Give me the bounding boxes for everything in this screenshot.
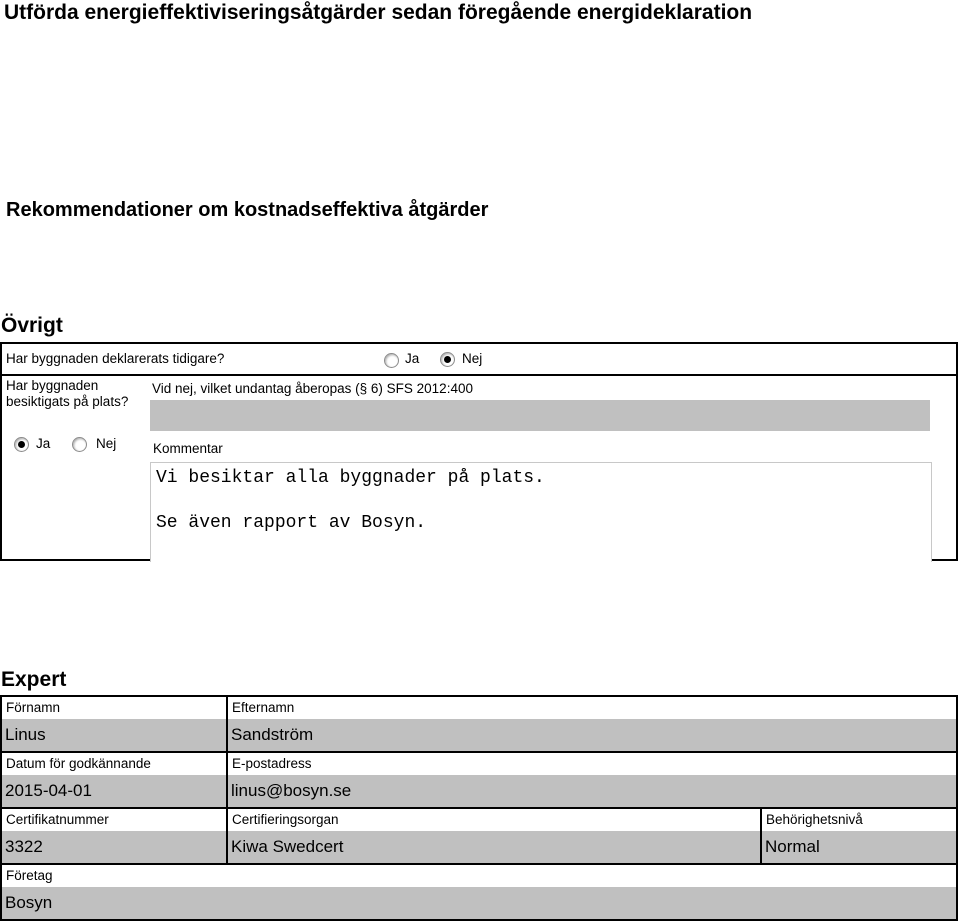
- declared-before-no-radio[interactable]: [440, 352, 455, 367]
- cert-body-cell: [226, 807, 762, 863]
- company-label: Företag: [6, 868, 53, 883]
- heading-other: Övrigt: [1, 314, 63, 337]
- inspected-question-line2: besiktigats på plats?: [6, 394, 129, 409]
- cert-body-field[interactable]: Kiwa Swedcert: [228, 831, 760, 863]
- heading-measures: Utförda energieffektiviseringsåtgärder sedan föregående energideklaration: [4, 1, 753, 24]
- email-field[interactable]: linus@bosyn.se: [228, 775, 956, 807]
- inspected-yes-label: Ja: [36, 436, 51, 451]
- exception-label: Vid nej, vilket undantag åberopas (§ 6) SFS 2012:400: [152, 381, 473, 396]
- comment-field[interactable]: [150, 462, 932, 562]
- last-name-cell: [226, 695, 958, 751]
- inspected-no-label: Nej: [96, 436, 117, 451]
- competence-field[interactable]: Normal: [762, 831, 956, 863]
- company-cell: [0, 863, 958, 921]
- declared-before-yes-radio[interactable]: [384, 353, 399, 368]
- approval-date-cell: [0, 751, 228, 807]
- declared-before-yes-label: Ja: [405, 351, 420, 366]
- declared-before-question: Har byggnaden deklarerats tidigare?: [6, 351, 225, 366]
- company-field[interactable]: Bosyn: [2, 887, 956, 919]
- approval-date-field[interactable]: 2015-04-01: [2, 775, 226, 807]
- competence-label: Behörighetsnivå: [766, 812, 863, 827]
- heading-recommendations: Rekommendationer om kostnadseffektiva åtgärder: [6, 199, 489, 221]
- email-cell: [226, 751, 958, 807]
- last-name-field[interactable]: Sandström: [228, 719, 956, 751]
- last-name-label: Efternamn: [232, 700, 295, 715]
- inspected-question-line1: Har byggnaden: [6, 378, 99, 393]
- competence-cell: [760, 807, 958, 863]
- comment-line-1: Vi besiktar alla byggnader på plats.: [156, 468, 545, 488]
- inspected-yes-radio[interactable]: [14, 437, 29, 452]
- cert-body-label: Certifieringsorgan: [232, 812, 339, 827]
- first-name-field[interactable]: Linus: [2, 719, 226, 751]
- heading-expert: Expert: [1, 668, 67, 691]
- declared-before-no-label: Nej: [462, 351, 483, 366]
- comment-label: Kommentar: [153, 441, 223, 456]
- approval-date-label: Datum för godkännande: [6, 756, 151, 771]
- cert-number-field[interactable]: 3322: [2, 831, 226, 863]
- first-name-label: Förnamn: [6, 700, 61, 715]
- inspected-no-radio[interactable]: [72, 437, 87, 452]
- other-section: [0, 342, 958, 561]
- comment-line-2: Se även rapport av Bosyn.: [156, 513, 427, 533]
- email-label: E-postadress: [232, 756, 312, 771]
- cert-number-cell: [0, 807, 228, 863]
- divider: [2, 374, 956, 376]
- exception-field[interactable]: [150, 400, 930, 431]
- cert-number-label: Certifikatnummer: [6, 812, 109, 827]
- first-name-cell: [0, 695, 228, 751]
